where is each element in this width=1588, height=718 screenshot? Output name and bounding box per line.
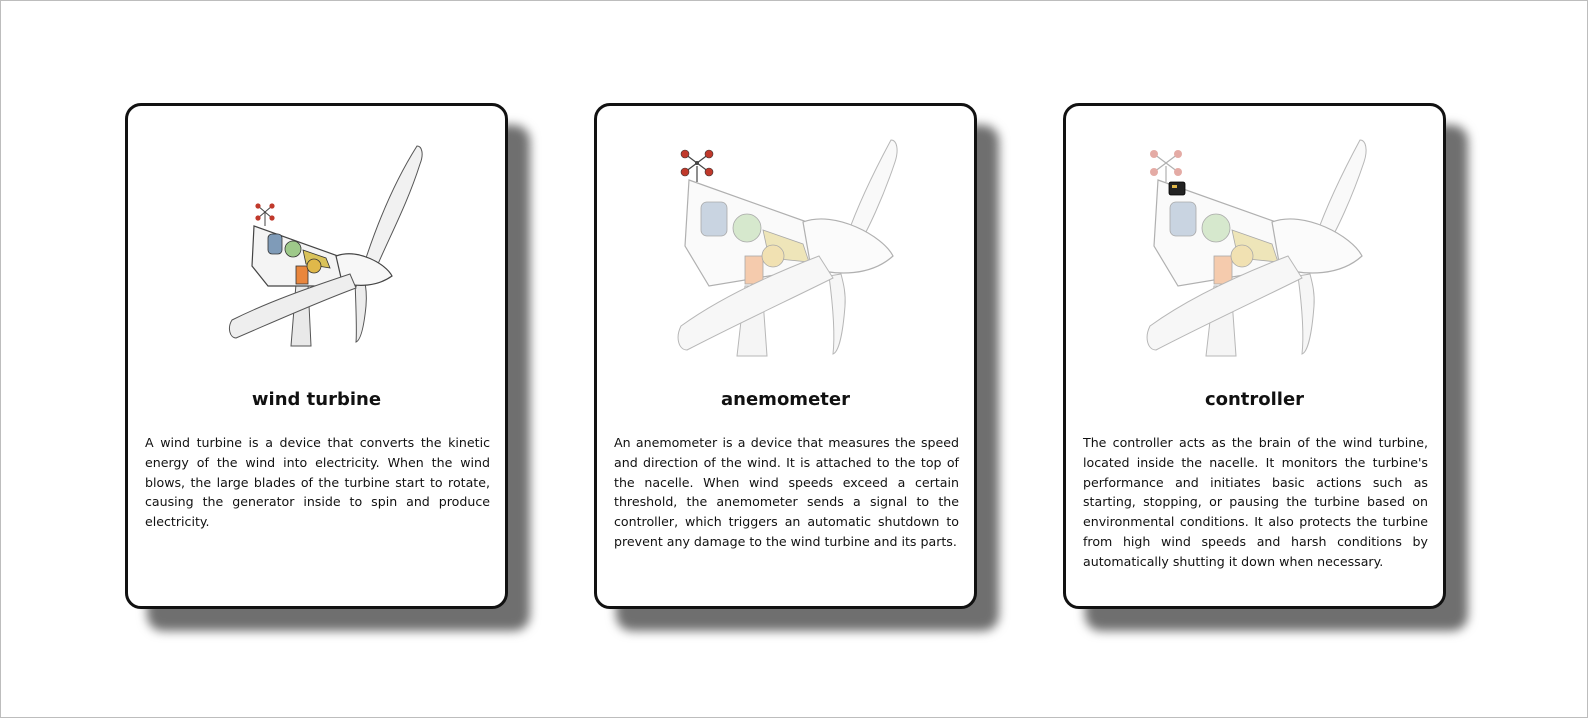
card-wind-turbine	[125, 103, 508, 609]
card-body	[125, 103, 508, 609]
card-controller	[1063, 103, 1446, 609]
card-anemometer	[594, 103, 977, 609]
card-body	[594, 103, 977, 609]
wind-turbine-controller-highlight-icon	[1066, 106, 1443, 371]
faded-turbine	[1147, 140, 1366, 356]
card-title: anemometer	[721, 389, 850, 410]
card-description: A wind turbine is a device that converts the kinetic energy of the wind into electricity. When the wind blows, the large blades of the turbine start to rotate, causing the generator inside to spin and produce electricity.	[145, 435, 490, 530]
card-title: controller	[1204, 389, 1305, 410]
anemometer-highlight	[681, 150, 713, 182]
wind-turbine-anemometer-highlight-icon	[597, 106, 974, 371]
controller-box-highlight	[1169, 182, 1185, 195]
card-description: The controller acts as the brain of the wind turbine, located inside the nacelle. It monitors the turbine's performance and initiates basic actions such as starting, stopping, or pausing the turbine based on environmental conditions. It also protects the turbine from high wind speeds and harsh conditions by automatically shutting it down when necessary.	[1083, 435, 1428, 569]
wind-turbine-cutaway-icon	[128, 106, 505, 371]
card-body	[1063, 103, 1446, 609]
card-title: wind turbine	[251, 389, 382, 410]
card-description: An anemometer is a device that measures the speed and direction of the wind. It is attached to the top of the nacelle. When wind speeds exceed a certain threshold, the anemometer sends a signal to the controller, which triggers an automatic shutdown to prevent any damage to the wind turbine and its parts.	[614, 435, 959, 549]
